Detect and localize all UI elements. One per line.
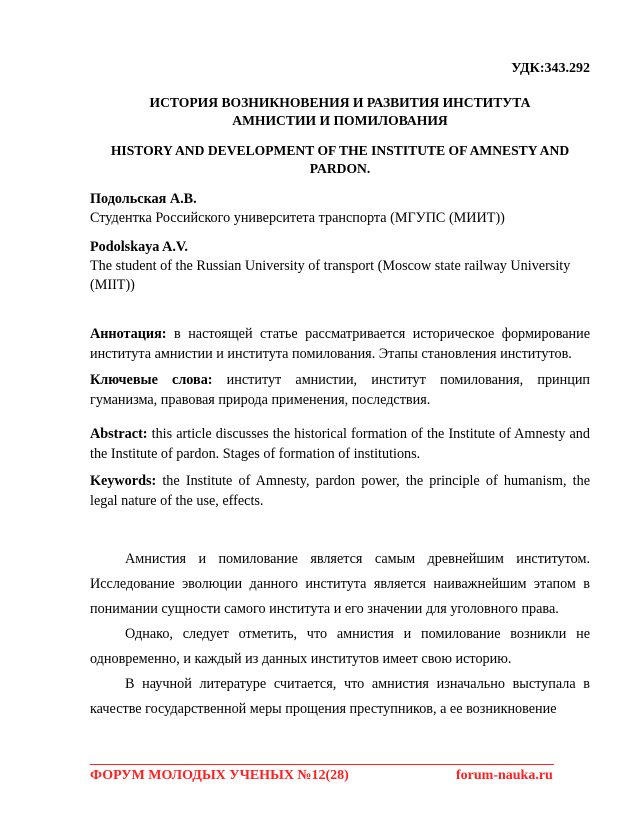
annotation-label: Аннотация: (90, 326, 167, 342)
author-en-name: Podolskaya A.V. (90, 239, 188, 255)
author-ru (90, 190, 590, 228)
footer-journal: ФОРУМ МОЛОДЫХ УЧЕНЫХ №12(28) (90, 768, 349, 783)
abstract (90, 424, 590, 464)
paragraph: Амнистия и помилование является самым древнейшим институтом. Исследование эволюции данного института является наиважнейшим этапом в понимании сущности самого института и его значении для уголовного права. (90, 551, 590, 617)
author-ru-name: Подольская А.В. (90, 191, 197, 207)
footer-divider (90, 764, 554, 765)
keywords-en-text: the Institute of Amnesty, pardon power, the principle of humanism, the legal nature of the use, effects. (90, 473, 590, 509)
udk-code: УДК:343.292 (511, 61, 590, 76)
keywords-ru (90, 370, 590, 410)
abstract-text: this article discusses the historical formation of the Institute of Amnesty and the Institute of pardon. Stages of formation of institutions. (90, 426, 590, 462)
author-en-affiliation: The student of the Russian University of transport (Moscow state railway University (MIIT)) (90, 258, 571, 293)
paragraph: Однако, следует отметить, что амнистия и помилование возникли не одновременно, и каждый из данных институтов имеет свою историю. (90, 626, 590, 667)
footer-site: forum-nauka.ru (456, 768, 553, 783)
keywords-en-label: Keywords: (90, 473, 157, 489)
author-en (90, 238, 590, 295)
paragraph: В научной литературе считается, что амнистия изначально выступала в качестве государственной меры прощения преступников, а ее возникновение (90, 676, 590, 717)
author-ru-affiliation: Студентка Российского университета транспорта (МГУПС (МИИТ)) (90, 210, 505, 226)
annotation (90, 324, 590, 364)
annotation-text: в настоящей статье рассматривается историческое формирование института амнистии и института помилования. Этапы становления институтов. (90, 326, 590, 362)
abstract-label: Abstract: (90, 426, 148, 442)
keywords-en (90, 471, 590, 511)
keywords-ru-text: институт амнистии, институт помилования, принцип гуманизма, правовая природа применения, последствия. (90, 372, 590, 408)
title-ru: ИСТОРИЯ ВОЗНИКНОВЕНИЯ И РАЗВИТИЯ ИНСТИТУТА АМНИСТИИ И ПОМИЛОВАНИЯ (149, 95, 531, 128)
article-body (90, 547, 590, 722)
title-en: HISTORY AND DEVELOPMENT OF THE INSTITUTE OF AMNESTY AND PARDON. (110, 143, 570, 176)
keywords-ru-label: Ключевые слова: (90, 372, 213, 388)
